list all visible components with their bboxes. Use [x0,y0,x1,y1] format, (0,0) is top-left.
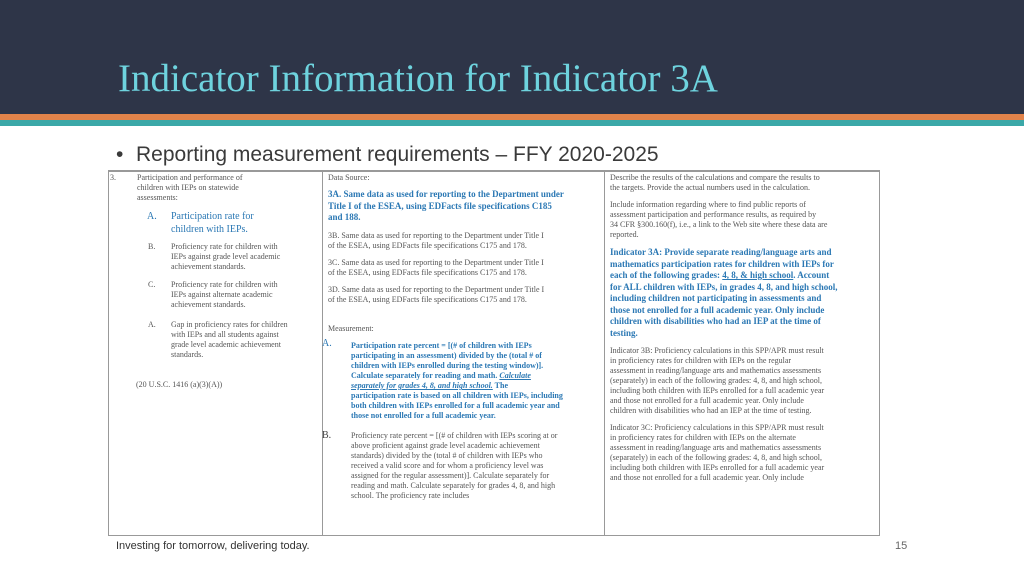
table-top-rule [108,170,880,172]
measurement-a-marker: A. [322,338,332,349]
item-c-marker: C. [148,280,156,289]
instructions-indicator-3b: Indicator 3B: Proficiency calculations in this SPP/APR must result in proficiency rates for children with IEPs on the regular assessment in reading/language arts and mathematics assessments (separately) in each of the following grades: 4, 8, and high school, including both children with IEPs enrolled for a full academic year and those not enrolled for a full academic year. Only include children with disabilities who had an IEP at the time of testing. [610,346,825,415]
instructions-describe: Describe the results of the calculations and compare the results to the targets. Provide the actual numbers used in the calculation. [610,173,820,192]
instructions-indicator-3c: Indicator 3C: Proficiency calculations in this SPP/APR must result in proficiency rates for children with IEPs on the alternate assessment in reading/language arts and mathematics assessments (separately) in each of the following grades: 4, 8, and high school, including both children with IEPs enrolled for a full academic year and those not enrolled for a full academic year. Only include [610,423,825,482]
measurement-b-text: Proficiency rate percent = [(# of children with IEPs scoring at or above proficient against grade level academic achievement standards) divided by the (total # of children with IEPs who received a valid score and for whom a proficiency level was assigned for the regular assessment)]. Calculate separately for reading and math. Calculate separately for grades 4, 8, and high school. The proficiency rate includes [351,431,558,500]
data-source-3b: 3B. Same data as used for reporting to the Department under Title I of the ESEA, using EDFacts file specifications C175 and 178. [328,231,544,250]
item-d-text: Gap in proficiency rates for children with IEPs and all students against grade level academic achievement standards. [171,320,288,359]
table-divider-2 [604,170,605,536]
data-source-3d: 3D. Same data as used for reporting to the Department under Title I of the ESEA, using EDFacts file specifications C175 and 178. [328,285,545,304]
page-number: 15 [895,540,908,552]
bullet-icon: • [116,143,124,166]
footer-tagline: Investing for tomorrow, delivering today. [116,540,310,552]
indicator-intro: Participation and performance of children with IEPs on statewide assessments: [137,173,243,202]
data-source-3c: 3C. Same data as used for reporting to the Department under Title I of the ESEA, using EDFacts file specifications C175 and 178. [328,258,544,277]
item-a-text: Participation rate for children with IEPs. [171,211,254,235]
bullet-text: Reporting measurement requirements – FFY 2020-2025 [136,143,659,166]
bullet-item [116,143,659,167]
accent-stripe-teal [0,120,1024,126]
item-b-text: Proficiency rate for children with IEPs against grade level academic achievement standards. [171,242,281,271]
slide-title: Indicator Information for Indicator 3A [118,57,718,100]
legal-citation: (20 U.S.C. 1416 (a)(3)(A)) [136,380,223,389]
measurement-a-text: Participation rate percent = [(# of children with IEPs participating in an assessment) divided by the (total # of children with IEPs enrolled during the testing window)]. Calculate separately for reading and math. Calculate separately for grades 4, 8, and high school. The participation rate is based on all children with IEPs, including both children with IEPs enrolled for a full academic year and those not enrolled for a full academic year. [351,341,563,420]
item-d-marker: A. [148,320,156,329]
item-b-marker: B. [148,242,156,251]
measurement-b-marker: B. [322,430,332,441]
table-divider-1 [322,170,323,536]
instructions-indicator-3a: Indicator 3A: Provide separate reading/language arts and mathematics participation rates for children with IEPs for each of the following grades: 4, 8, & high school. Account for ALL children with IEPs, in grades 4, 8, and high school, including children not participating in assessments and those not enrolled for a full academic year. Only include children with disabilities who had an IEP at the time of testing. [610,247,838,338]
item-a-marker: A. [147,211,157,222]
indicator-number: 3. [110,173,116,182]
grades-link[interactable]: 4, 8, & high school [722,270,794,280]
item-c-text: Proficiency rate for children with IEPs against alternate academic achievement standards. [171,280,278,309]
data-source-3a: 3A. Same data as used for reporting to the Department under Title I of the ESEA, using EDFacts file specifications C185 and 188. [328,189,564,222]
data-source-label: Data Source: [328,173,370,182]
instructions-public-reports: Include information regarding where to find public reports of assessment participation and performance results, as required by 34 CFR §300.160(f), i.e., a link to the Web site where these data are reported. [610,200,828,239]
measurement-label: Measurement: [328,324,374,333]
